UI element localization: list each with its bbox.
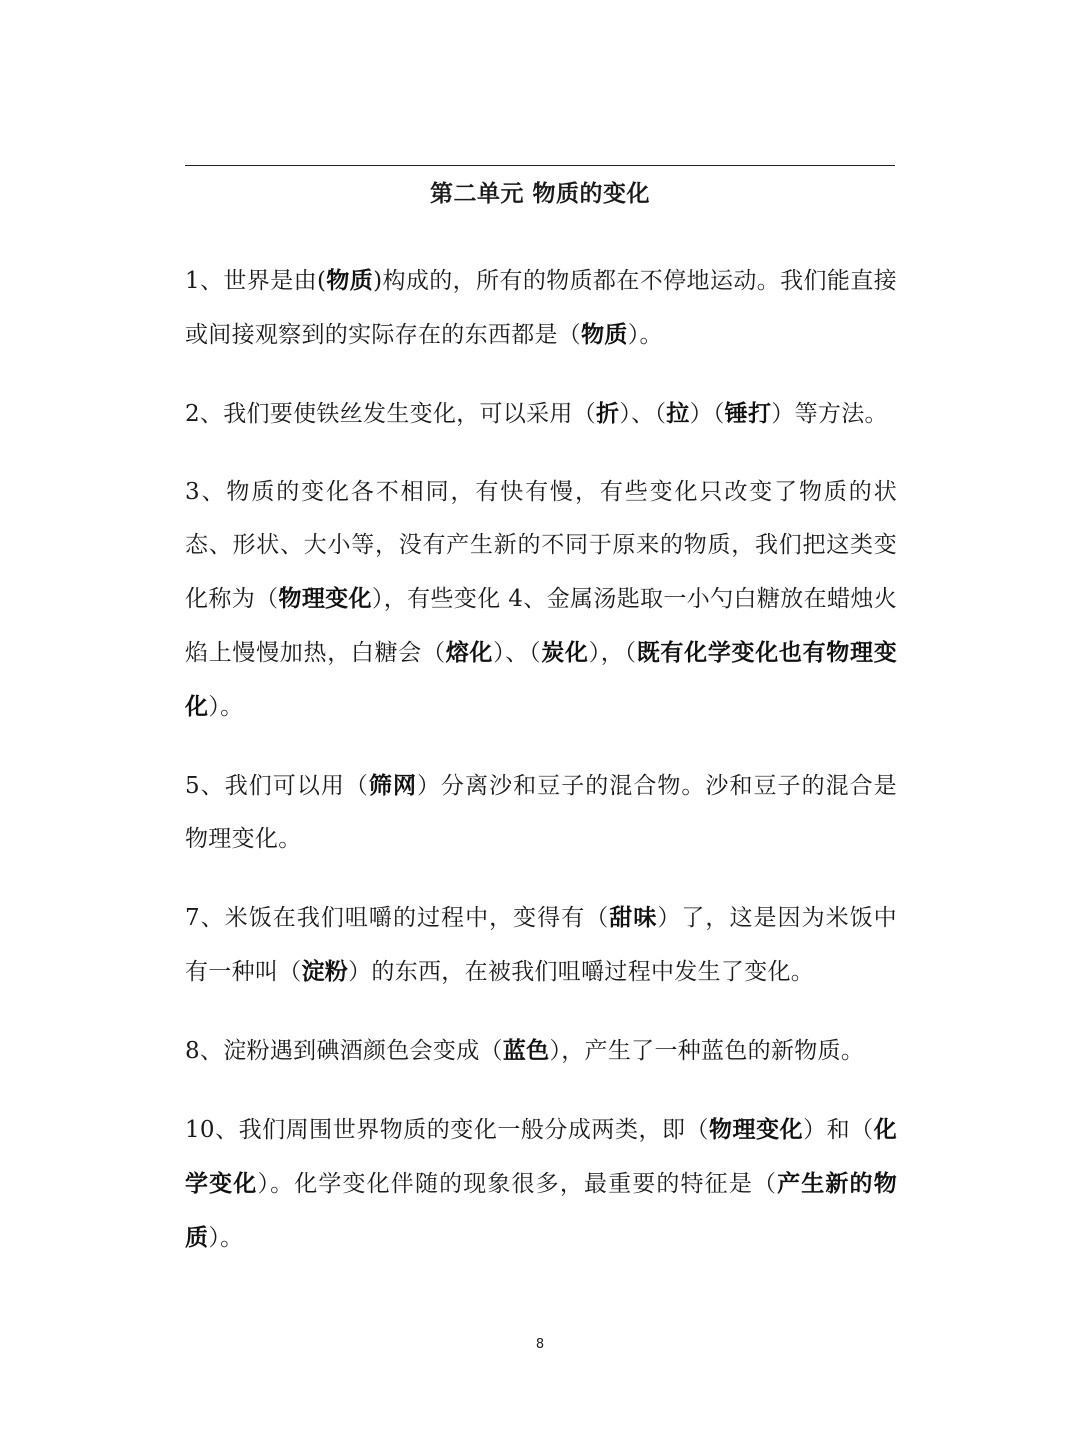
paragraph-text: ）。 bbox=[627, 322, 663, 348]
answer-text: 既有化学变化也有物理变化 bbox=[185, 639, 898, 720]
paragraph-text: ）了，这是因为米饭中有一种叫（ bbox=[185, 905, 897, 985]
answer-text: 熔化 bbox=[445, 639, 494, 666]
paragraph-text: 1、世界是由( bbox=[185, 268, 327, 294]
answer-text: 炭化 bbox=[541, 639, 589, 666]
header-rule bbox=[185, 165, 895, 166]
paragraph-text: ）等方法。 bbox=[771, 401, 888, 427]
paragraph-text: ）分离沙和豆子的混合物。沙和豆子的混合是物理变化。 bbox=[185, 773, 897, 852]
paragraph-text: 8、淀粉遇到碘酒颜色会变成（ bbox=[185, 1038, 503, 1064]
paragraph-item-10 bbox=[185, 1103, 897, 1265]
paragraph-text: ）（ bbox=[689, 401, 725, 427]
paragraph-text: 3、物质的变化各不相同，有快有慢，有些变化只改变了物质的状态、形状、大小等，没有产生新的不同于原来的物质，我们把这类变化称为（ bbox=[185, 479, 897, 612]
answer-text: 淀粉 bbox=[301, 958, 349, 985]
answer-text: 物理变化 bbox=[709, 1116, 804, 1143]
paragraph-text: 5、我们可以用（ bbox=[185, 773, 369, 799]
paragraph-text: ）、（ bbox=[619, 401, 667, 427]
answer-text: 物理变化 bbox=[278, 585, 372, 612]
page-number: 8 bbox=[535, 1337, 545, 1352]
answer-text: 蓝色 bbox=[502, 1037, 550, 1064]
answer-text: 物质 bbox=[581, 321, 628, 348]
paragraph-text: ）。化学变化伴随的现象很多，最重要的特征是（ bbox=[257, 1171, 778, 1197]
answer-text: 筛网 bbox=[368, 772, 417, 799]
answer-text: 锤打 bbox=[724, 400, 772, 427]
answer-text: 物质 bbox=[326, 267, 374, 294]
paragraph-text: 2、我们要使铁丝发生变化，可以采用（ bbox=[185, 401, 597, 427]
paragraph-text: ），产生了一种蓝色的新物质。 bbox=[549, 1038, 865, 1064]
paragraph-text: ），（ bbox=[588, 640, 637, 666]
paragraph-item-1 bbox=[185, 254, 897, 362]
paragraph-text: ），有些变化 4、金属汤匙取一小勺白糖放在蜡烛火焰上慢慢加热，白糖会（ bbox=[185, 586, 897, 666]
page-title: 第二单元 物质的变化 bbox=[429, 180, 650, 207]
answer-text: 产生新的物质 bbox=[185, 1170, 898, 1251]
document-body bbox=[185, 254, 897, 1290]
paragraph-item-3 bbox=[185, 466, 897, 734]
paragraph-text: ）的东西，在被我们咀嚼过程中发生了变化。 bbox=[348, 959, 815, 985]
paragraph-text: ）、（ bbox=[493, 640, 542, 666]
paragraph-text: ）。 bbox=[208, 694, 244, 720]
paragraph-item-2 bbox=[185, 387, 897, 441]
paragraph-text: ）。 bbox=[208, 1225, 244, 1251]
paragraph-text: 7、米饭在我们咀嚼的过程中，变得有（ bbox=[185, 905, 610, 931]
paragraph-item-5 bbox=[185, 759, 897, 866]
answer-text: 甜味 bbox=[609, 904, 658, 931]
answer-text: 折 bbox=[596, 400, 620, 427]
answer-text: 化学变化 bbox=[185, 1116, 898, 1197]
paragraph-item-8 bbox=[185, 1024, 897, 1078]
answer-text: 拉 bbox=[666, 400, 690, 427]
paragraph-text: ）和（ bbox=[803, 1117, 874, 1143]
paragraph-text: )构成的，所有的物质都在不停地运动。我们能直接或间接观察到的实际存在的东西都是（ bbox=[185, 268, 897, 348]
paragraph-item-7 bbox=[185, 891, 897, 999]
paragraph-text: 10、我们周围世界物质的变化一般分成两类，即（ bbox=[185, 1117, 710, 1143]
